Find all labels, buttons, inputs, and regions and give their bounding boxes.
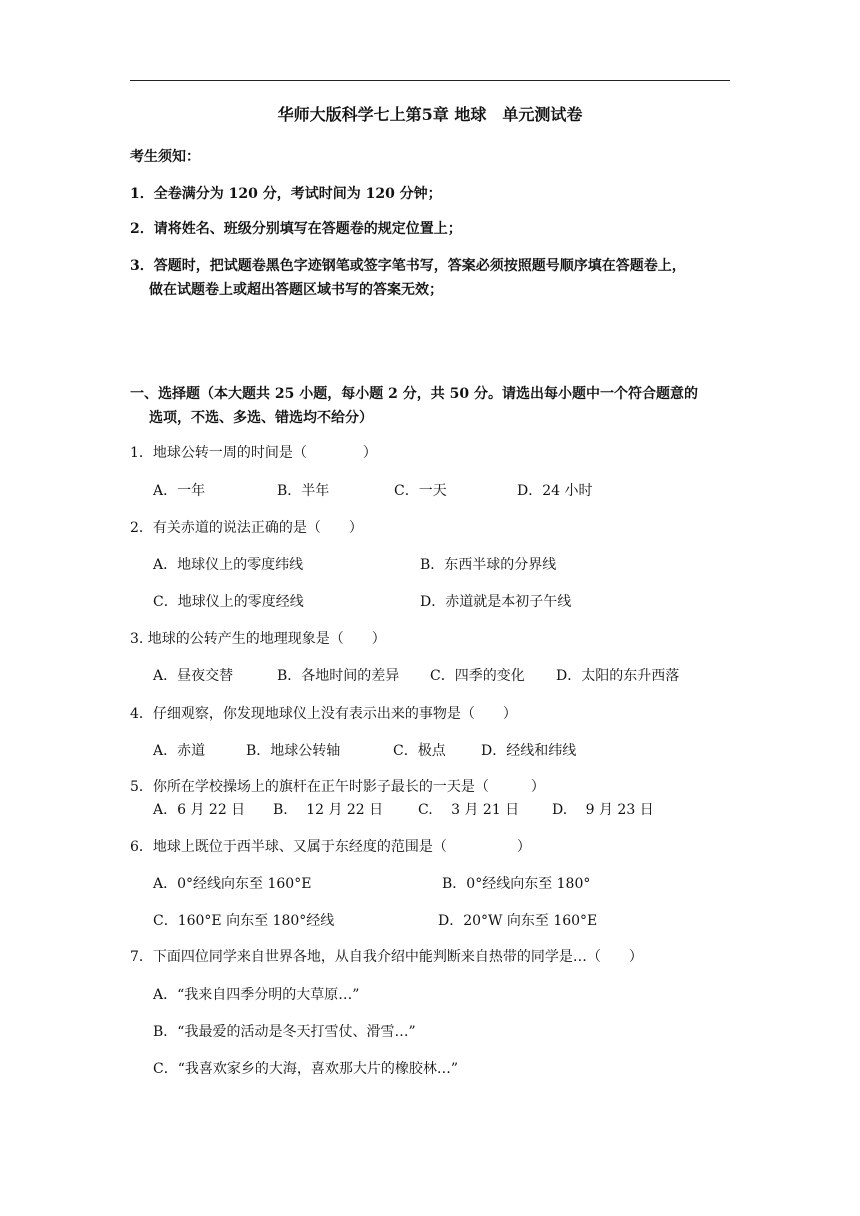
option-a: A．一年 — [153, 483, 206, 499]
section-heading-continued: 选项，不选、多选、错选均不给分） — [149, 410, 373, 426]
page-title: 华师大版科学七上第5章 地球 单元测试卷 — [277, 105, 583, 124]
option-d: D．经线和纬线 — [481, 743, 577, 759]
option-c: C．四季的变化 — [430, 668, 525, 684]
notice-item: 3．答题时，把试题卷黑色字迹钢笔或签字笔书写，答案必须按照题号顺序填在答题卷上， — [130, 258, 686, 274]
option-d: D．赤道就是本初子午线 — [420, 594, 572, 610]
option-b: B．“我最爱的活动是冬天打雪仗、滑雪…” — [153, 1024, 416, 1040]
question-stem: 1．地球公转一周的时间是（ ） — [130, 445, 377, 461]
option-c: C．“我喜欢家乡的大海，喜欢那大片的橡胶林…” — [153, 1061, 459, 1077]
option-c: C. 3 月 21 日 — [418, 802, 520, 818]
notice-item: 2．请将姓名、班级分别填写在答题卷的规定位置上； — [130, 221, 462, 237]
option-a: A．昼夜交替 — [153, 668, 234, 684]
option-a: A．赤道 — [153, 743, 206, 759]
question-stem: 5．你所在学校操场上的旗杆在正午时影子最长的一天是（ ） — [130, 779, 545, 795]
notice-item-continued: 做在试题卷上或超出答题区域书写的答案无效； — [149, 282, 443, 298]
option-d: D．太阳的东升西落 — [556, 668, 680, 684]
question-stem: 7．下面四位同学来自世界各地，从自我介绍中能判断来自热带的同学是…（ ） — [130, 949, 643, 965]
header-rule — [130, 80, 730, 81]
option-b: B．地球公转轴 — [246, 743, 341, 759]
option-a: A．0°经线向东至 160°E — [153, 876, 312, 892]
question-stem: 2．有关赤道的说法正确的是（ ） — [130, 520, 363, 536]
question-stem: 3. 地球的公转产生的地理现象是（ ） — [130, 631, 386, 647]
option-c: C．一天 — [394, 483, 447, 499]
option-b: B．东西半球的分界线 — [420, 557, 557, 573]
option-c: C．极点 — [393, 743, 446, 759]
section-heading: 一、选择题（本大题共 25 小题，每小题 2 分，共 50 分。请选出每小题中一个符合题意的 — [130, 386, 698, 402]
option-d: D. 9 月 23 日 — [552, 802, 654, 818]
option-b: B．0°经线向东至 180° — [442, 876, 591, 892]
question-stem: 4．仔细观察，你发现地球仪上没有表示出来的事物是（ ） — [130, 706, 517, 722]
notice-item: 1．全卷满分为 120 分，考试时间为 120 分钟； — [130, 186, 442, 202]
option-b: B. 12 月 22 日 — [273, 802, 384, 818]
option-c: C．地球仪上的零度经线 — [153, 594, 304, 610]
option-c: C．160°E 向东至 180°经线 — [153, 913, 335, 929]
option-a: A．地球仪上的零度纬线 — [153, 557, 304, 573]
notice-heading: 考生须知： — [130, 149, 200, 165]
option-a: A．“我来自四季分明的大草原…” — [153, 987, 360, 1003]
question-stem: 6．地球上既位于西半球、又属于东经度的范围是（ ） — [130, 839, 531, 855]
option-a: A．6 月 22 日 — [153, 802, 246, 818]
option-d: D．20°W 向东至 160°E — [438, 913, 598, 929]
option-b: B．半年 — [277, 483, 330, 499]
option-d: D．24 小时 — [517, 483, 593, 499]
option-b: B．各地时间的差异 — [277, 668, 400, 684]
